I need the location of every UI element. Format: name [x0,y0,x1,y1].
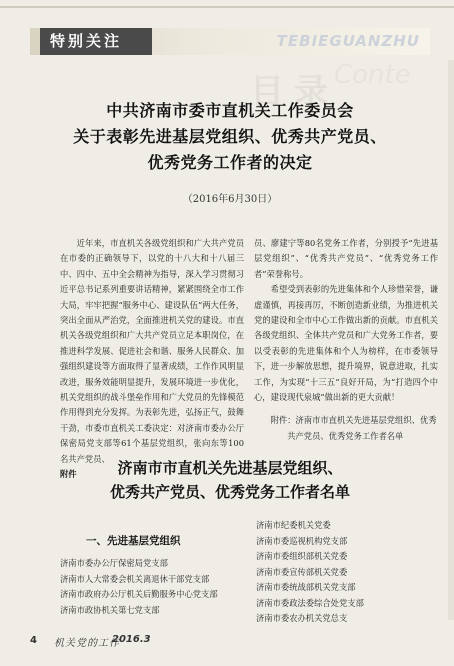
list-item: 济南市人大常委会机关离退休干部党支部 [60,573,210,584]
list-item: 济南市委巡视机构党支部 [256,535,348,546]
attachment-line-1: 附件：济南市市直机关先进基层党组织、优秀 [270,415,437,426]
list-sub-heading: 一、先进基层党组织 [86,535,181,547]
left-column [60,236,244,483]
list-item: 济南市委宣传部机关党委 [256,566,348,577]
organization-list-right [256,518,446,627]
watermark-cn: 目录 [250,72,338,112]
document-title-line-2: 关于表彰先进基层党组织、优秀共产党员、 [73,127,387,146]
magazine-name: 机关党的工作 [54,638,120,649]
body-paragraph-continued: 员、廖建宁等80名党务工作者，分别授予“先进基层党组织”、“优秀共产党员”、“优秀党务工作者”荣誉称号。 [254,238,438,279]
organization-list-left [60,556,250,618]
top-rule [0,6,454,8]
page-edge-shadow [448,60,454,620]
page-number: 4 [30,635,37,646]
attachment-label: 附件 [60,469,77,480]
right-column [254,236,438,444]
magazine-issue: 2016.3 [112,634,151,645]
watermark-en: Conte [334,60,411,90]
body-paragraph: 近年来，市直机关各级党组织和广大共产党员在市委的正确领导下，以党的十八大和十八届三中、四中、五中全会精神为指导，深入学习贯彻习近平总书记系列重要讲话精神，紧紧围绕全市工作大局，牢牢把握“服务中心、建设队伍”两大任务，突出全面从严治党，全面推进机关党的建设。市直机关各级党组织和广大共产党员立足本职岗位，在推进科学发展、促进社会和谐、服务人民群众、加强组织建设等方面取得了显著成绩，工作作风明显改进，服务效能明显提升，发展环境进一步优化，机关党组织的战斗堡垒作用和广大党员的先锋模范作用得到充分发挥。为表彰先进，弘扬正气，鼓舞干劲，市委市直机关工委决定：对济南市委办公厅保密局党支部等61个基层党组织，张向东等100名共产党员、 [60,238,244,464]
list-item: 济南市委农办机关党总支 [256,613,348,623]
document-title-line-1: 中共济南市委市直机关工作委员会 [106,101,354,120]
list-item: 济南市政协机关第七党支部 [60,604,160,615]
section-tag-en: TEBIEGUANZHU [276,32,420,50]
list-item: 济南市委统战部机关党支部 [256,582,356,592]
list-title-line-2: 优秀共产党员、优秀党务工作者名单 [109,483,350,501]
document-date: （2016年6月30日） [182,194,278,205]
list-item: 济南市委政法委综合处党支部 [256,597,364,608]
list-item: 济南市纪委机关党委 [256,520,331,530]
list-item: 济南市委组织部机关党委 [256,551,348,561]
list-title-line-1: 济南市市直机关先进基层党组织、 [117,459,343,477]
document-title-line-3: 优秀党务工作者的决定 [147,153,313,172]
list-item: 济南市政府办公厅机关后勤服务中心党支部 [60,589,218,599]
section-tag: 特别关注 [40,28,152,55]
list-item: 济南市委办公厅保密局党支部 [60,558,168,568]
attachment-line-2: 共产党员、优秀党务工作者名单 [287,430,404,441]
body-paragraph-2: 希望受到表彰的先进集体和个人珍惜荣誉，谦虚谨慎，再接再厉，不断创造新业绩，为推进机关党的建设和全市中心工作做出新的贡献。市直机关各级党组织、全体共产党员和广大党务工作者，要以受表彰的先进集体和个人为榜样，在市委领导下，进一步解放思想，提升境界，锐意进取，扎实工作，为实现“十三五”良好开局，为“打造四个中心，建设现代泉城”做出新的更大贡献！ [254,284,438,403]
